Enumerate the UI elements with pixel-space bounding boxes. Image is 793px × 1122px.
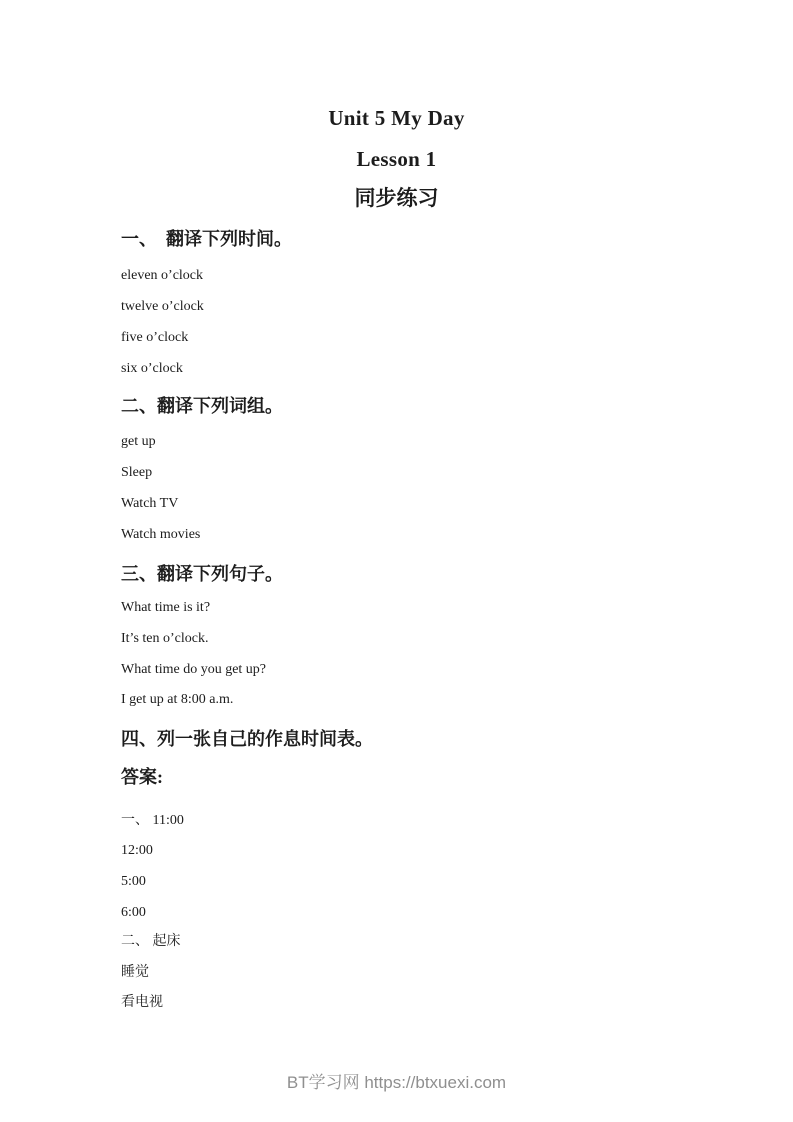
section-3-heading: 三、翻译下列句子。 (121, 564, 283, 584)
section-2-item-1: get up (121, 434, 156, 449)
site-watermark: BT学习网 https://btxuexi.com (286, 1073, 507, 1092)
answers-heading: 答案: (121, 767, 163, 787)
answer-item-6: 睡觉 (121, 965, 149, 980)
section-2-item-2: Sleep (121, 465, 153, 480)
answer-item-5: 二、 起床 (121, 934, 181, 949)
doc-lesson-title: Lesson 1 (356, 147, 437, 171)
answer-item-4: 6:00 (121, 905, 146, 920)
answer-item-1: 一、 11:00 (121, 813, 184, 828)
answer-item-3: 5:00 (121, 874, 146, 889)
answer-item-7: 看电视 (121, 995, 163, 1010)
section-2-item-4: Watch movies (121, 527, 201, 542)
section-3-item-4: I get up at 8:00 a.m. (121, 692, 234, 707)
section-1-item-4: six o’clock (121, 361, 183, 376)
doc-title: Unit 5 My Day (328, 106, 465, 130)
section-1-item-1: eleven o’clock (121, 268, 204, 283)
doc-subtitle: 同步练习 (354, 186, 439, 210)
section-3-item-1: What time is it? (121, 600, 211, 615)
section-1-item-2: twelve o’clock (121, 299, 204, 314)
section-4-heading: 四、列一张自己的作息时间表。 (121, 729, 373, 749)
answer-item-2: 12:00 (121, 843, 153, 858)
section-2-heading: 二、翻译下列词组。 (121, 396, 283, 416)
section-3-item-3: What time do you get up? (121, 662, 267, 677)
section-1-heading: 一、 翻译下列时间。 (121, 229, 292, 249)
section-3-item-2: It’s ten o’clock. (121, 631, 209, 646)
section-2-item-3: Watch TV (121, 496, 179, 511)
section-1-item-3: five o’clock (121, 330, 189, 345)
